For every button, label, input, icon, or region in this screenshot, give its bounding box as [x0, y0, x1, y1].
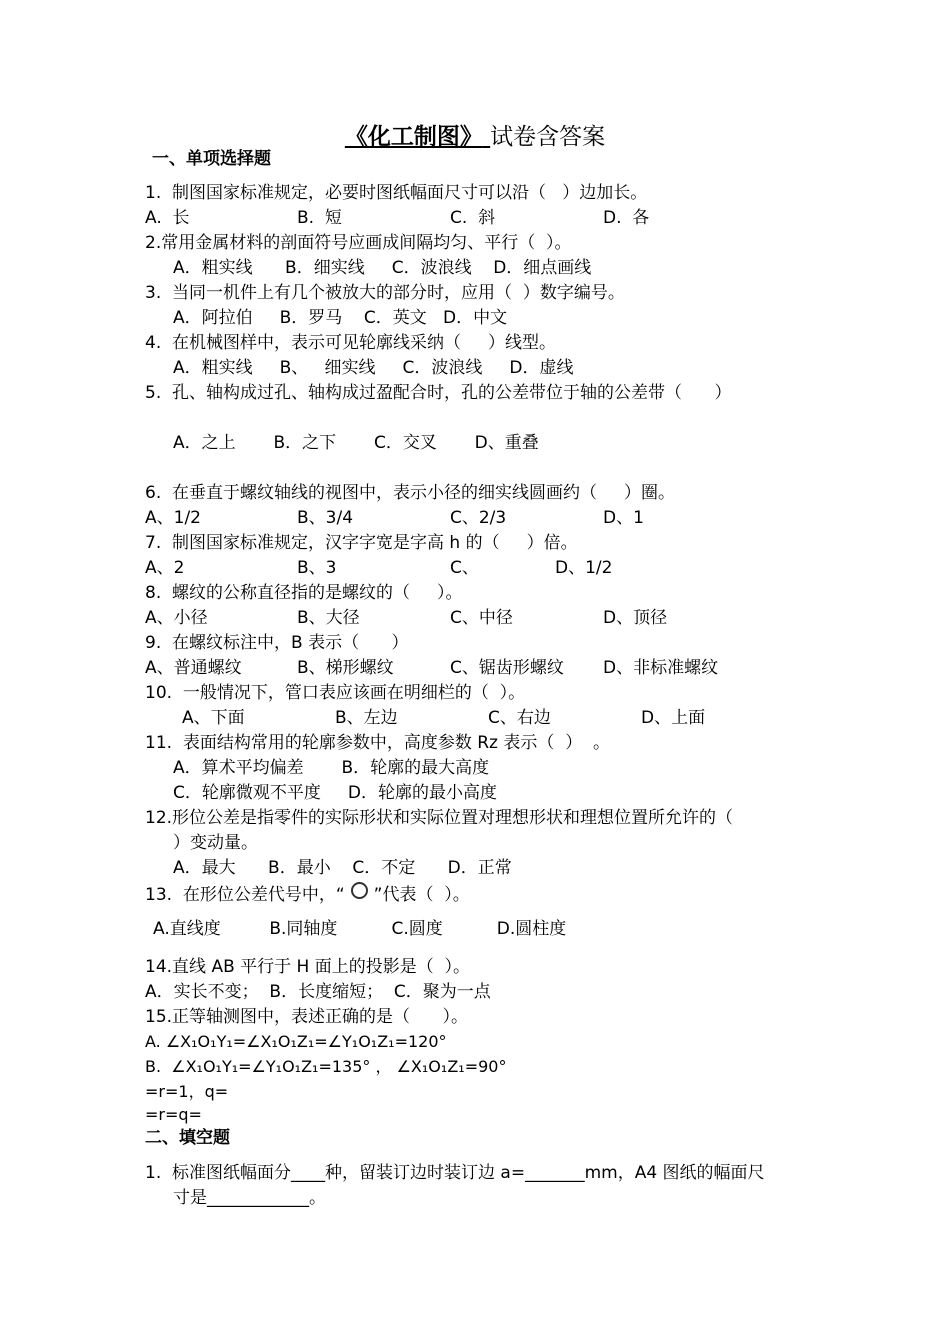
- q9-option-a: A、普通螺纹: [145, 658, 242, 678]
- q11-options-row1: A．算术平均偏差 B．轮廓的最大高度: [173, 758, 490, 778]
- q8-option-c: C、中径: [450, 608, 513, 628]
- question-12-line1: 12.形位公差是指零件的实际形状和实际位置对理想形状和理想位置所允许的（: [145, 808, 734, 828]
- q3-options: A．阿拉伯 B．罗马 C．英文 D．中文: [173, 308, 508, 328]
- title-main: 《化工制图》: [344, 123, 483, 150]
- q15-option-c: =r=1，q=: [145, 1082, 229, 1101]
- question-14: 14.直线 AB 平行于 H 面上的投影是（ ）。: [145, 957, 471, 977]
- q14-options: A．实长不变； B．长度缩短； C．聚为一点: [145, 982, 491, 1002]
- q7-option-b: B、3: [297, 558, 337, 578]
- question-12-line2: ）变动量。: [173, 833, 258, 853]
- q9-option-d: D、非标准螺纹: [603, 658, 719, 678]
- q4-options: A．粗实线 B、 细实线 C．波浪线 D．虚线: [173, 358, 574, 378]
- q7-option-c: C、: [450, 558, 479, 578]
- question-13: [145, 882, 470, 906]
- q15-option-a: A. ∠X₁O₁Y₁=∠X₁O₁Z₁=∠Y₁O₁Z₁=120°: [145, 1032, 447, 1051]
- q1-option-d: D. 各: [603, 208, 650, 228]
- q1-option-b: B. 短: [297, 208, 342, 228]
- page-title: [0, 122, 950, 152]
- q1-option-c: C. 斜: [450, 208, 496, 228]
- fill-question-1-line1: 1. 标准图纸幅面分____种，留装订边时装订边 a=_______mm，A4 图纸的幅面尺: [145, 1163, 765, 1183]
- q1-option-a: A. 长: [145, 208, 190, 228]
- section-heading-choice: 一、单项选择题: [152, 149, 271, 169]
- question-8: 8. 螺纹的公称直径指的是螺纹的（ ）。: [145, 583, 463, 603]
- q13-stem-b: ”代表（ ）。: [373, 885, 470, 905]
- title-suffix: 试卷含答案: [490, 124, 606, 150]
- question-6: 6. 在垂直于螺纹轴线的视图中，表示小径的细实线圆画约（ ）圈。: [145, 483, 676, 503]
- q2-options: A．粗实线 B．细实线 C．波浪线 D．细点画线: [173, 258, 592, 278]
- q6-option-d: D、1: [603, 508, 644, 528]
- q8-option-d: D、顶径: [603, 608, 668, 628]
- q10-option-b: B、左边: [335, 708, 398, 728]
- q7-option-d: D、1/2: [555, 558, 613, 578]
- question-10: 10. 一般情况下，管口表应该画在明细栏的（ ）。: [145, 683, 526, 703]
- q11-options-row2: C．轮廓微观不平度 D．轮廓的最小高度: [173, 783, 497, 803]
- question-4: 4. 在机械图样中，表示可见轮廓线采纳（ ）线型。: [145, 333, 557, 353]
- q15-option-d: =r=q=: [145, 1105, 202, 1124]
- q7-option-a: A、2: [145, 558, 185, 578]
- q9-option-b: B、梯形螺纹: [297, 658, 394, 678]
- q6-option-a: A、1/2: [145, 508, 201, 528]
- q9-option-c: C、锯齿形螺纹: [450, 658, 564, 678]
- question-5: 5. 孔、轴构成过孔、轴构成过盈配合时，孔的公差带位于轴的公差带（ ）: [145, 383, 732, 403]
- question-9: 9. 在螺纹标注中，B 表示（ ）: [145, 633, 409, 653]
- q10-option-c: C、右边: [488, 708, 551, 728]
- question-15: 15.正等轴测图中，表述正确的是（ ）。: [145, 1007, 468, 1027]
- q13-stem-a: 13. 在形位公差代号中，“: [145, 885, 345, 905]
- q13-options: A.直线度 B.同轴度 C.圆度 D.圆柱度: [153, 919, 567, 939]
- q10-option-d: D、上面: [641, 708, 706, 728]
- question-3: 3. 当同一机件上有几个被放大的部分时，应用（ ）数字编号。: [145, 283, 625, 303]
- q8-option-a: A、小径: [145, 608, 208, 628]
- q6-option-c: C、2/3: [450, 508, 507, 528]
- question-11: 11. 表面结构常用的轮廓参数中，高度参数 Rz 表示（ ） 。: [145, 733, 611, 753]
- q5-options: A．之上 B．之下 C．交叉 D、重叠: [173, 433, 539, 453]
- q10-option-a: A、下面: [182, 708, 245, 728]
- q6-option-b: B、3/4: [297, 508, 354, 528]
- circle-icon: [351, 882, 368, 899]
- question-2: 2.常用金属材料的剖面符号应画成间隔均匀、平行（ ）。: [145, 233, 572, 253]
- fill-question-1-line2: 寸是____________。: [173, 1188, 326, 1208]
- q15-option-b: B. ∠X₁O₁Y₁=∠Y₁O₁Z₁=135° ， ∠X₁O₁Z₁=90°: [145, 1057, 507, 1076]
- question-1: 1. 制图国家标准规定，必要时图纸幅面尺寸可以沿（ ）边加长。: [145, 183, 648, 203]
- q12-options: A．最大 B．最小 C．不定 D．正常: [173, 858, 512, 878]
- section-heading-fill: 二、填空题: [145, 1128, 230, 1148]
- question-7: 7. 制图国家标准规定，汉字字宽是字高 h 的（ ）倍。: [145, 533, 578, 553]
- q8-option-b: B、大径: [297, 608, 360, 628]
